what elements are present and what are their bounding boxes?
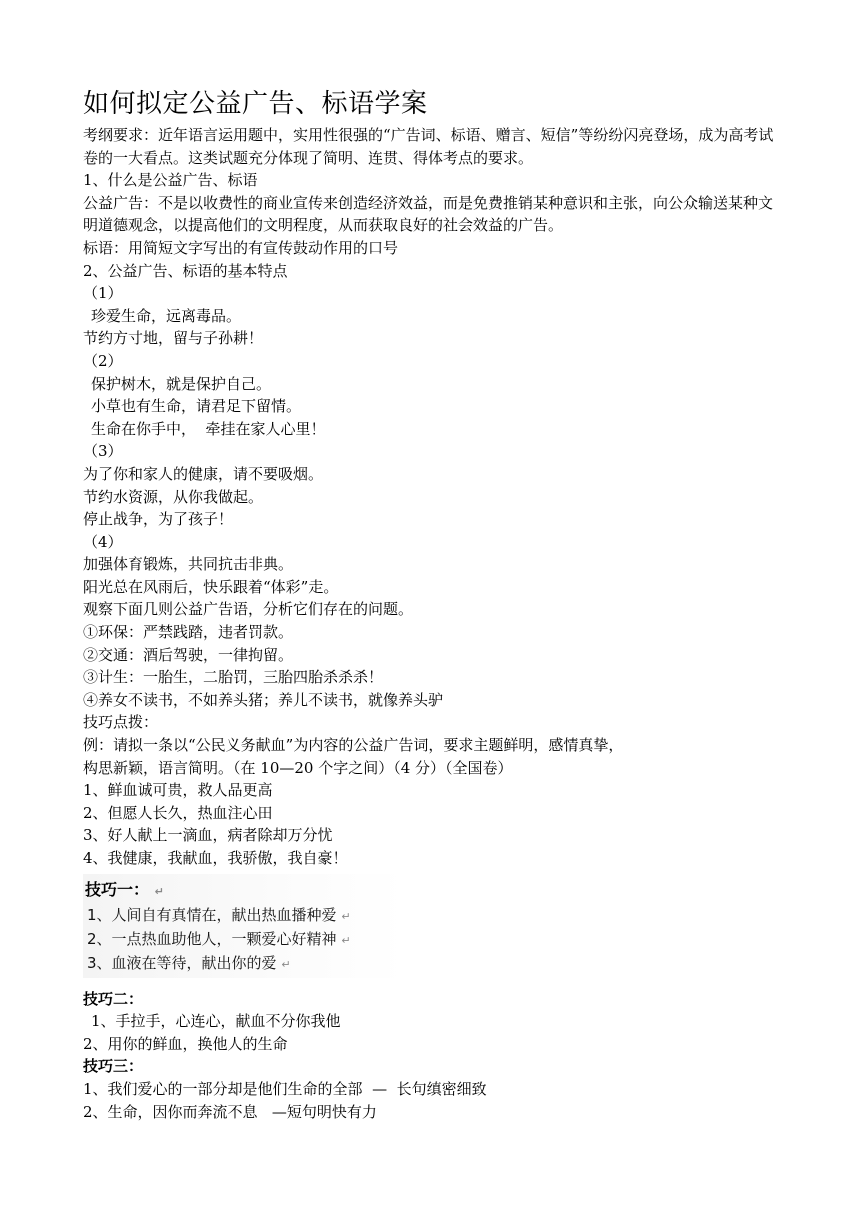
slogan-line: 加强体育锻炼，共同抗击非典。 — [83, 555, 294, 574]
tip-one-line: 3、血液在等待，献出你的爱 — [87, 953, 277, 972]
embedded-image-tip-one — [83, 874, 405, 978]
return-mark-icon: ↵ — [341, 909, 351, 923]
example-line: ①环保：严禁践踏，违者罚款。 — [83, 623, 294, 642]
section-heading: 技巧点拨： — [83, 713, 159, 732]
group-label: （2） — [83, 351, 123, 370]
group-label: （1） — [83, 284, 123, 303]
document-page — [83, 84, 783, 1123]
instruction-line: 观察下面几则公益广告语，分析它们存在的问题。 — [83, 600, 414, 619]
slogan-line: 保护树木，就是保护自己。 — [91, 374, 272, 393]
exam-requirement-paragraph: 考纲要求：近年语言运用题中，实用性很强的“广告词、标语、赠言、短信”等纷纷闪亮登场，成为高考试卷的一大看点。这类试题充分体现了简明、连贯、得体考点的要求。 — [83, 126, 774, 167]
tip-one-line: 2、一点热血助他人，一颗爱心好精神 — [87, 929, 337, 948]
answer-line: 1、鲜血诚可贵，救人品更高 — [83, 781, 273, 800]
example-line: ④养女不读书，不如养头猪；养儿不读书，就像养头驴 — [83, 690, 444, 709]
section-heading: 2、公益广告、标语的基本特点 — [83, 261, 288, 280]
definition-paragraph: 公益广告：不是以收费性的商业宣传来创造经济效益，而是免费推销某种意识和主张，向公众输送某种文明道德观念，以提高他们的文明程度，从而获取良好的社会效益的广告。 — [83, 193, 774, 235]
example-line: ③计生：一胎生，二胎罚，三胎四胎杀杀杀！ — [83, 668, 384, 687]
tip-line: 2、用你的鲜血，换他人的生命 — [83, 1034, 288, 1053]
definition-paragraph: 标语：用简短文字写出的有宣传鼓动作用的口号 — [83, 238, 399, 257]
answer-line: 3、好人献上一滴血，病者除却万分忧 — [83, 826, 333, 845]
slogan-line: 节约方寸地，留与子孙耕！ — [83, 329, 264, 348]
tip-two-heading: 技巧二： — [83, 989, 144, 1008]
return-mark-icon: ↵ — [281, 957, 291, 971]
page-title: 如何拟定公益广告、标语学案 — [83, 89, 428, 119]
answer-line: 2、但愿人长久，热血注心田 — [83, 803, 273, 822]
tip-line: 2、生命，因你而奔流不息 —短句明快有力 — [83, 1102, 377, 1121]
slogan-line: 珍爱生命，远离毒品。 — [91, 306, 242, 325]
example-question: 构思新颖，语言简明。（在 10—20 个字之间）（4 分）（全国卷） — [83, 758, 513, 777]
return-mark-icon: ↵ — [341, 933, 351, 947]
return-mark-icon: ↵ — [154, 884, 164, 898]
tip-one-title: 技巧一： — [85, 879, 150, 899]
slogan-line: 停止战争，为了孩子！ — [83, 510, 234, 529]
slogan-line: 小草也有生命，请君足下留情。 — [91, 397, 302, 416]
tip-line: 1、我们爱心的一部分却是他们生命的全部 — 长句缜密细致 — [83, 1079, 487, 1098]
slogan-line: 阳光总在风雨后，快乐跟着“体彩”走。 — [83, 577, 339, 596]
group-label: （4） — [83, 532, 123, 551]
slogan-line: 节约水资源，从你我做起。 — [83, 487, 264, 506]
group-label: （3） — [83, 442, 123, 461]
answer-line: 4、我健康，我献血，我骄傲，我自豪！ — [83, 849, 348, 867]
slogan-line: 生命在你手中， 牵挂在家人心里！ — [91, 419, 326, 438]
example-line: ②交通：酒后驾驶，一律拘留。 — [83, 645, 294, 664]
section-heading: 1、什么是公益广告、标语 — [83, 171, 258, 190]
example-question: 例：请拟一条以“公民义务献血”为内容的公益广告词，要求主题鲜明，感情真挚， — [83, 736, 624, 755]
slogan-line: 为了你和家人的健康，请不要吸烟。 — [83, 464, 324, 483]
tip-line: 1、手拉手，心连心，献血不分你我他 — [91, 1012, 341, 1031]
tip-three-heading: 技巧三： — [83, 1057, 144, 1076]
tip-one-line: 1、人间自有真情在，献出热血播种爱 — [87, 905, 337, 924]
